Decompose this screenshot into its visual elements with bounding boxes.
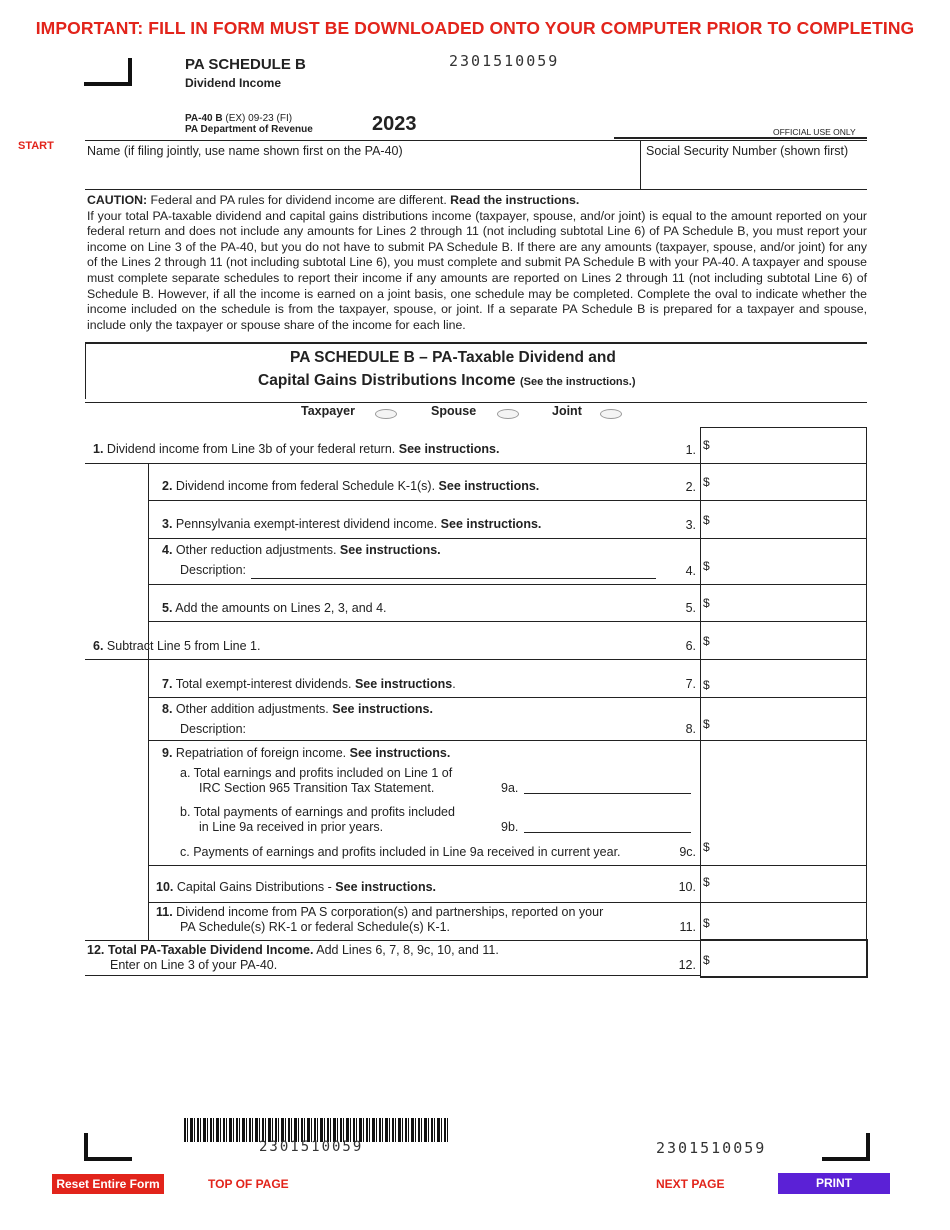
- line-11-dollar: $: [703, 916, 710, 930]
- line-12-ref: 12.: [678, 958, 696, 972]
- line-4-dollar: $: [703, 559, 710, 573]
- line-3-text: Pennsylvania exempt-interest dividend income.: [175, 517, 441, 531]
- header-barcode-number: 2301510059: [449, 52, 560, 70]
- line-8-ref: 8.: [685, 722, 696, 736]
- line-7-text: Total exempt-interest dividends.: [175, 677, 355, 691]
- line-8-label: [162, 702, 433, 716]
- line-2-ref: 2.: [685, 480, 696, 494]
- line-2-dollar: $: [703, 475, 710, 489]
- taxpayer-oval[interactable]: [375, 409, 397, 419]
- line-10-text: Capital Gains Distributions -: [176, 880, 336, 894]
- joint-oval[interactable]: [600, 409, 622, 419]
- reset-form-button[interactable]: Reset Entire Form: [52, 1174, 164, 1194]
- line-1-number: 1.: [93, 442, 104, 456]
- line-1-text: Dividend income from Line 3b of your federal return.: [106, 442, 399, 456]
- line-12-dollar: $: [703, 953, 710, 967]
- line-8-number: 8.: [162, 702, 173, 716]
- line-4-ref: 4.: [685, 564, 696, 578]
- row-divider-3: [148, 538, 866, 539]
- name-field[interactable]: [85, 140, 640, 188]
- line-2-label: [162, 479, 539, 493]
- line-7-dollar: $: [703, 678, 710, 692]
- line-11-text-2: PA Schedule(s) RK-1 or federal Schedule(s) K-1.: [180, 920, 451, 934]
- line-4-description-field[interactable]: [251, 564, 656, 579]
- caution-lead: [87, 193, 867, 209]
- line-11-text-1: Dividend income from PA S corporation(s) and partnerships, reported on your: [176, 905, 604, 919]
- line-3-amount[interactable]: [712, 504, 862, 534]
- filer-spouse-label: Spouse: [431, 404, 477, 418]
- line-10-amount[interactable]: [712, 869, 862, 899]
- line-5-amount[interactable]: [712, 588, 862, 618]
- print-button[interactable]: PRINT: [778, 1173, 890, 1194]
- line-2-number: 2.: [162, 479, 173, 493]
- line-9-text: Repatriation of foreign income.: [175, 746, 350, 760]
- form-code-version: (EX) 09-23 (FI): [225, 113, 293, 124]
- line-1-see: See instructions.: [398, 442, 500, 456]
- line-6-dollar: $: [703, 634, 710, 648]
- line-5-text: Add the amounts on Lines 2, 3, and 4.: [175, 601, 387, 615]
- row-divider-4: [148, 584, 866, 585]
- start-link[interactable]: START: [18, 140, 54, 152]
- line-4-text: Other reduction adjustments.: [175, 543, 340, 557]
- line-1-label: [93, 442, 499, 456]
- line-2-text: Dividend income from federal Schedule K-1(s).: [175, 479, 439, 493]
- form-code-bold: PA-40 B: [185, 113, 223, 124]
- line-3-number: 3.: [162, 517, 173, 531]
- top-of-page-link[interactable]: TOP OF PAGE: [208, 1177, 289, 1191]
- row-2-5-inner-border: [148, 463, 149, 659]
- registration-mark-top-left: [84, 58, 132, 86]
- line-5-label: [162, 601, 387, 615]
- line-4-label: [162, 543, 441, 557]
- line-1-ref: 1.: [685, 443, 696, 457]
- line-7-amount[interactable]: [712, 663, 862, 693]
- line-6-number: 6.: [93, 639, 104, 653]
- line-9a-text-2: IRC Section 965 Transition Tax Statement.: [199, 781, 435, 795]
- filer-joint-label: Joint: [552, 404, 582, 418]
- line-12-label: [87, 943, 499, 957]
- department-name: PA Department of Revenue: [185, 124, 313, 135]
- amount-column-right-border: [866, 427, 867, 976]
- section-title-line2: [258, 372, 636, 390]
- tax-year: 2023: [372, 113, 417, 135]
- line-11-ref: 11.: [679, 920, 696, 934]
- line-1-dollar: $: [703, 438, 710, 452]
- line-10-label: [156, 880, 436, 894]
- form-code: [185, 113, 292, 124]
- line-7-number: 7.: [162, 677, 173, 691]
- section-title-line1: PA SCHEDULE B – PA-Taxable Dividend and: [290, 349, 616, 366]
- line-2-see: See instructions.: [438, 479, 540, 493]
- line-9b-amount[interactable]: [524, 818, 691, 833]
- line-9a-ref: 9a.: [501, 781, 519, 795]
- line-4-see: See instructions.: [339, 543, 441, 557]
- row-divider-9: [148, 865, 866, 866]
- line-9b-text-1: b. Total payments of earnings and profits included: [180, 805, 455, 819]
- line-9c-dollar: $: [703, 840, 710, 854]
- section-title-text: Capital Gains Distributions Income: [258, 372, 516, 389]
- line-12-number: 12.: [87, 943, 105, 957]
- line-1-amount[interactable]: [712, 431, 862, 461]
- line-7-see: See instructions: [354, 677, 453, 691]
- row-divider-6: [85, 659, 866, 660]
- caution-bottom-border: [85, 342, 867, 344]
- line-7-tail: .: [452, 677, 456, 691]
- line-3-dollar: $: [703, 513, 710, 527]
- download-warning-banner: IMPORTANT: FILL IN FORM MUST BE DOWNLOADED ONTO YOUR COMPUTER PRIOR TO COMPLETING: [35, 18, 915, 38]
- line-9b-text-2: in Line 9a received in prior years.: [199, 820, 384, 834]
- line-9a-text-1: a. Total earnings and profits included on Line 1 of: [180, 766, 453, 780]
- line-9a-amount[interactable]: [524, 779, 691, 794]
- line-11-amount[interactable]: [712, 906, 862, 936]
- line-4-number: 4.: [162, 543, 173, 557]
- caution-block: [87, 193, 867, 333]
- row-divider-10: [148, 902, 866, 903]
- line-7-label: [162, 677, 456, 691]
- line-4-amount[interactable]: [712, 546, 862, 580]
- registration-mark-bottom-right: [822, 1133, 870, 1161]
- line-9b-ref: 9b.: [501, 820, 519, 834]
- row-7-11-inner-border: [148, 659, 149, 940]
- line-8-see: See instructions.: [332, 702, 433, 716]
- form-title: PA SCHEDULE B: [185, 56, 306, 73]
- caution-read-instructions: Read the instructions.: [450, 193, 580, 207]
- row-divider-2: [148, 500, 866, 501]
- line-4-description-label: Description:: [180, 563, 246, 577]
- line-8-amount[interactable]: [712, 701, 862, 736]
- row-divider-12: [85, 975, 700, 976]
- section-left-border: [85, 342, 86, 399]
- line-12-amount[interactable]: [712, 943, 860, 972]
- line-10-ref: 10.: [678, 880, 696, 894]
- line-9c-ref: 9c.: [679, 845, 696, 859]
- line-12-bold: Total PA-Taxable Dividend Income.: [107, 943, 314, 957]
- caution-body: If your total PA-taxable dividend and capital gains distributions income (taxpayer, spouse, and/or joint) is equal to the amount reported on your federal return and does not include any amounts for Lines 2 through 11 (not including subtotal Line 6) of PA Schedule B, you must report your income on Line 3 of the PA-40, but you do not have to submit PA Schedule B. If there are any amounts (taxpayer, spouse, and/or joint) for any of the Lines 2 through 11 (not including subtotal Line 6), you must complete and submit PA Schedule B with your PA-40. A taxpayer and spouse must complete separate schedules to report their income if any amounts are reported on Lines 2 through 11 (not including subtotal Line 6) of Schedule B. However, if all the income is earned on a joint basis, one schedule may be completed. Complete the oval to indicate whether the income included on the schedule is from the taxpayer, spouse, or joint. If a separate PA Schedule B is prepared for a taxpayer and spouse, include only the taxpayer or spouse share of the income for each line.: [87, 208, 867, 332]
- registration-mark-bottom-left: [84, 1133, 132, 1161]
- ssn-field-label: Social Security Number (shown first): [646, 144, 849, 158]
- form-subtitle: Dividend Income: [185, 76, 282, 90]
- line-3-label: [162, 517, 541, 531]
- name-field-label: Name (if filing jointly, use name shown first on the PA-40): [87, 144, 403, 158]
- official-use-divider: [614, 137, 867, 139]
- section-title-note: (See the instructions.): [519, 376, 636, 388]
- line-9-number: 9.: [162, 746, 173, 760]
- line-9c-amount[interactable]: [712, 832, 862, 862]
- line-5-ref: 5.: [685, 601, 696, 615]
- line-10-number: 10.: [156, 880, 174, 894]
- next-page-link[interactable]: NEXT PAGE: [656, 1177, 725, 1191]
- line-8-dollar: $: [703, 717, 710, 731]
- row-divider-8: [148, 740, 866, 741]
- row-divider-5: [148, 621, 866, 622]
- line-6-label: [93, 639, 260, 653]
- line-8-description-label: Description:: [180, 722, 246, 736]
- spouse-oval[interactable]: [497, 409, 519, 419]
- ssn-field[interactable]: [641, 140, 867, 188]
- line-9-label: [162, 746, 450, 760]
- line-5-number: 5.: [162, 601, 173, 615]
- line-9-see: See instructions.: [349, 746, 451, 760]
- line-11-label: [156, 905, 603, 919]
- line-10-dollar: $: [703, 875, 710, 889]
- line-6-ref: 6.: [685, 639, 696, 653]
- line-6-amount[interactable]: [712, 625, 862, 655]
- row-divider-7: [148, 697, 866, 698]
- footer-barcode-number: 2301510059: [259, 1139, 364, 1155]
- line-7-ref: 7.: [685, 677, 696, 691]
- amount-column-top: [700, 427, 866, 428]
- line-11-number: 11.: [156, 905, 173, 919]
- line-9c-text: c. Payments of earnings and profits included in Line 9a received in current year.: [180, 845, 621, 859]
- official-use-label: OFFICIAL USE ONLY: [773, 127, 856, 137]
- amount-column-left-border: [700, 427, 701, 976]
- line-12-text-1: Add Lines 6, 7, 8, 9c, 10, and 11.: [313, 943, 499, 957]
- footer-right-number: 2301510059: [656, 1139, 767, 1157]
- caution-label: CAUTION:: [87, 193, 148, 207]
- line-2-amount[interactable]: [712, 467, 862, 497]
- section-title-bottom-border: [85, 402, 867, 403]
- caution-lead-text: Federal and PA rules for dividend income are different.: [147, 193, 451, 207]
- line-3-see: See instructions.: [440, 517, 542, 531]
- line-8-text: Other addition adjustments.: [175, 702, 333, 716]
- line-5-dollar: $: [703, 596, 710, 610]
- row-divider-1: [85, 463, 866, 464]
- line-12-text-2: Enter on Line 3 of your PA-40.: [110, 958, 278, 972]
- filer-taxpayer-label: Taxpayer: [301, 404, 355, 418]
- line-6-text: Subtract Line 5 from Line 1.: [106, 639, 261, 653]
- line-10-see: See instructions.: [335, 880, 437, 894]
- line-3-ref: 3.: [685, 518, 696, 532]
- name-row-bottom-border: [85, 189, 867, 190]
